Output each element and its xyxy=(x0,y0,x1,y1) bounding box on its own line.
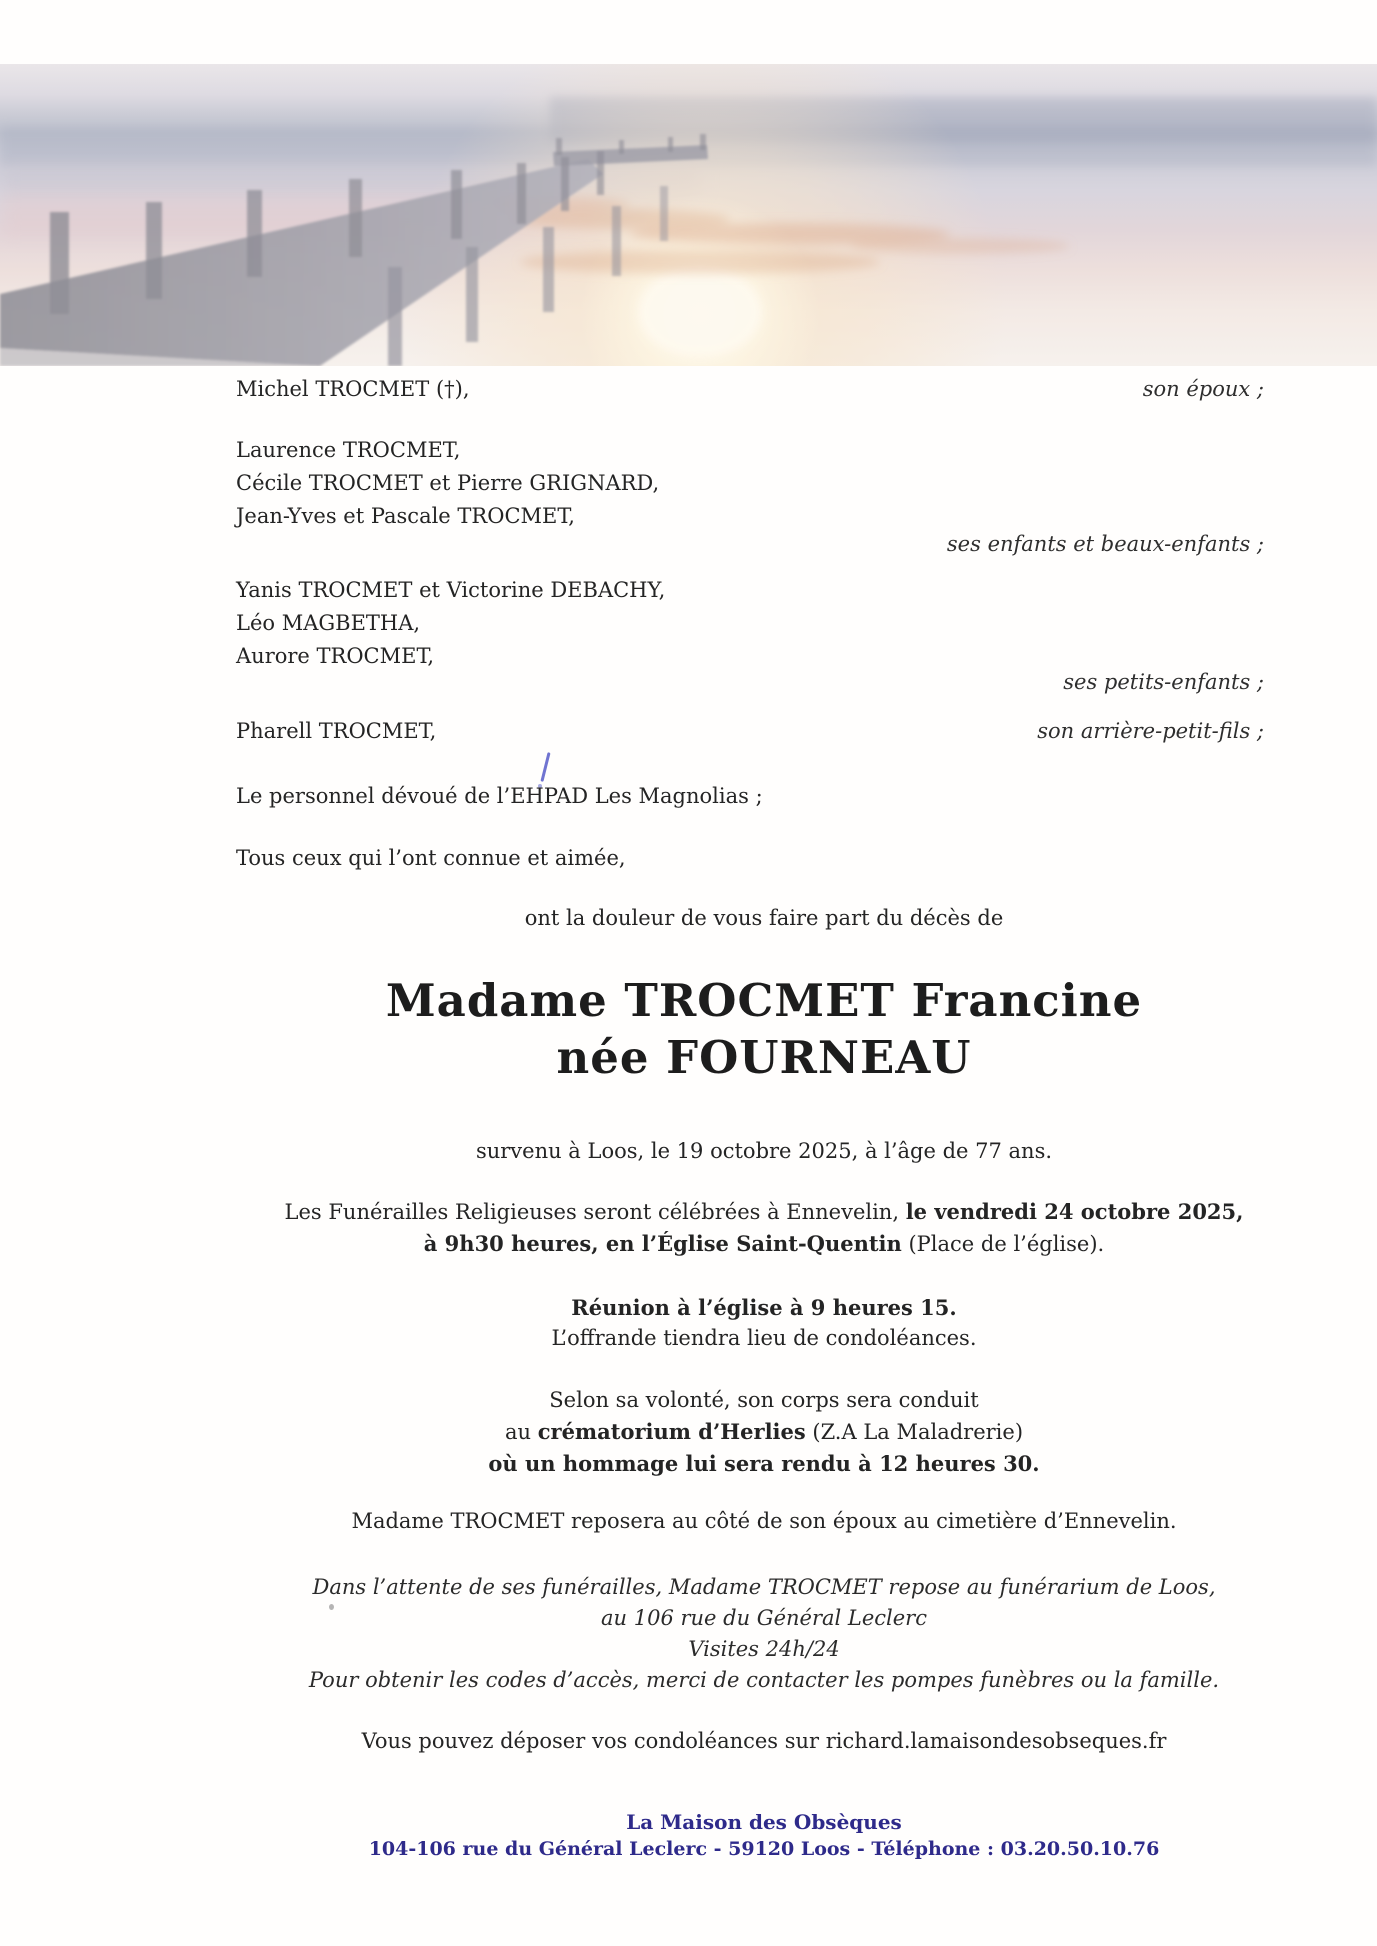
cremation-line2-bold: crématorium d’Herlies xyxy=(537,1419,806,1444)
scan-speck xyxy=(329,1604,334,1610)
ceremony-line2-bold: à 9h30 heures, en l’Église Saint-Quentin xyxy=(423,1231,902,1256)
funerarium-paragraph xyxy=(236,1572,1292,1696)
mourner-others-line: Tous ceux qui l’ont connue et aimée, xyxy=(236,846,626,870)
ceremony-line2 xyxy=(236,1228,1292,1260)
ceremony-line1-bold: le vendredi 24 octobre 2025, xyxy=(905,1199,1244,1224)
cremation-line2-normal-b: (Z.A La Maladrerie) xyxy=(805,1420,1024,1444)
relation-label-children: ses enfants et beaux-enfants ; xyxy=(946,532,1264,556)
mourner-name: Yanis TROCMET et Victorine DEBACHY, xyxy=(236,578,666,602)
pen-mark-slash xyxy=(540,752,550,782)
death-info-line: survenu à Loos, le 19 octobre 2025, à l’âge de 77 ans. xyxy=(475,1139,1053,1163)
ceremony-line2-normal: (Place de l’église). xyxy=(901,1232,1105,1256)
pier-sunrise-illustration xyxy=(0,64,1377,366)
mourner-name: Aurore TROCMET, xyxy=(236,644,435,668)
deceased-name-title xyxy=(236,972,1292,1086)
mourner-name: Laurence TROCMET, xyxy=(236,438,461,462)
cremation-line2 xyxy=(236,1416,1292,1448)
mourner-list-children xyxy=(236,434,1292,533)
mourner-name: Léo MAGBETHA, xyxy=(236,611,421,635)
mourner-name: Jean-Yves et Pascale TROCMET, xyxy=(236,504,575,528)
funeral-home-footer xyxy=(236,1809,1292,1863)
header-photo-misty-pier xyxy=(0,64,1377,366)
mourner-list-grandchildren xyxy=(236,574,1292,673)
funerarium-line4: Pour obtenir les codes d’accès, merci de contacter les pompes funèbres ou la famille. xyxy=(308,1668,1220,1692)
deceased-name-line2: née FOURNEAU xyxy=(556,1031,972,1084)
relation-label: son arrière-petit-fils ; xyxy=(1037,719,1264,743)
announcement-intro: ont la douleur de vous faire part du décès de xyxy=(524,906,1004,930)
funerarium-line1: Dans l’attente de ses funérailles, Madame TROCMET repose au funérarium de Loos, xyxy=(312,1575,1216,1599)
funeral-home-address: 104-106 rue du Général Leclerc - 59120 Loos - Téléphone : 03.20.50.10.76 xyxy=(368,1838,1160,1860)
funeral-home-name: La Maison des Obsèques xyxy=(626,1810,902,1834)
cremation-line2-normal-a: au xyxy=(504,1420,538,1444)
mourner-name: Michel TROCMET (†), xyxy=(236,377,470,401)
burial-line: Madame TROCMET reposera au côté de son époux au cimetière d’Ennevelin. xyxy=(351,1509,1177,1533)
deceased-name-line1: Madame TROCMET Francine xyxy=(385,974,1143,1027)
offering-line: L’offrande tiendra lieu de condoléances. xyxy=(551,1326,977,1350)
meeting-line: Réunion à l’église à 9 heures 15. xyxy=(571,1295,957,1320)
mourner-row-great-grandson xyxy=(236,719,1292,743)
cremation-paragraph xyxy=(236,1385,1292,1479)
funerarium-line2: au 106 rue du Général Leclerc xyxy=(601,1606,927,1630)
mourner-name: Pharell TROCMET, xyxy=(236,719,437,743)
ceremony-paragraph xyxy=(236,1196,1292,1260)
ceremony-line1 xyxy=(236,1196,1292,1228)
cremation-line3: où un hommage lui sera rendu à 12 heures 30. xyxy=(488,1451,1040,1476)
relation-label-grandchildren: ses petits-enfants ; xyxy=(1063,670,1264,694)
mourner-staff-line: Le personnel dévoué de l’EHPAD Les Magnolias ; xyxy=(236,784,763,808)
relation-label: son époux ; xyxy=(1142,377,1264,401)
meeting-paragraph xyxy=(236,1292,1292,1354)
mourner-row-husband xyxy=(236,377,1292,401)
cremation-line1: Selon sa volonté, son corps sera conduit xyxy=(549,1388,979,1412)
ceremony-line1-normal: Les Funérailles Religieuses seront célébrées à Ennevelin, xyxy=(284,1200,906,1224)
mourner-name: Cécile TROCMET et Pierre GRIGNARD, xyxy=(236,471,660,495)
condolences-line: Vous pouvez déposer vos condoléances sur richard.lamaisondesobseques.fr xyxy=(361,1729,1167,1753)
funerarium-line3: Visites 24h/24 xyxy=(688,1637,840,1661)
